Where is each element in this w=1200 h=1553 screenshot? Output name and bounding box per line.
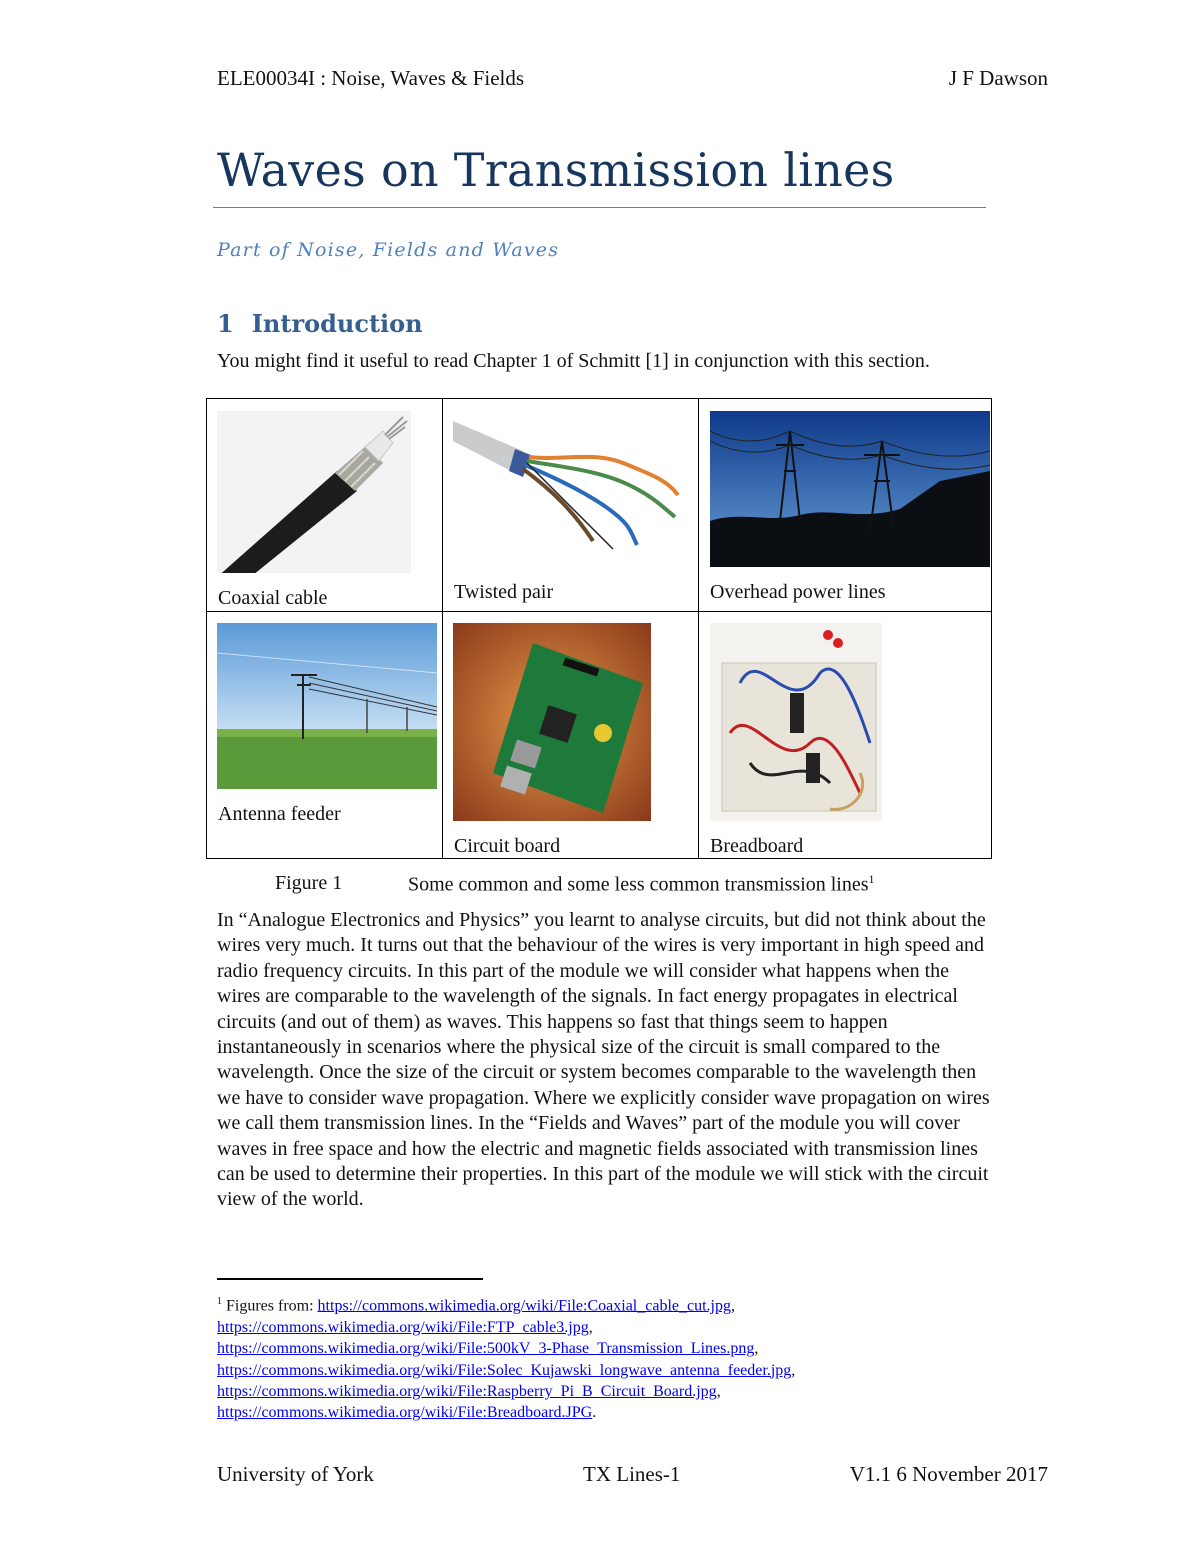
table-column-divider [698,399,699,858]
section-title: Introduction [251,309,423,338]
footnote-line [217,1338,997,1359]
figure-caption-circuit-board: Circuit board [454,835,561,857]
footnote-link[interactable]: https://commons.wikimedia.org/wiki/File:Breadboard.JPG [217,1404,593,1422]
figure-caption-coaxial: Coaxial cable [218,587,328,609]
running-header-author: J F Dawson [948,66,1048,90]
footer-version: V1.1 6 November 2017 [849,1462,1048,1486]
figure-caption-twisted-pair: Twisted pair [454,581,554,603]
breadboard-photo [710,623,882,821]
section-heading [217,309,423,338]
footnote-separator-comma: , [716,1382,721,1400]
footnote-separator-comma: , [588,1318,593,1336]
figure-caption-text: Some common and some less common transmission lines [408,873,869,896]
title-divider [213,207,986,208]
footnote-marker: 1 [217,1296,222,1307]
footnote-terminator: . [592,1404,597,1422]
page-title: Waves on Transmission lines [217,143,895,197]
footnote-separator [217,1278,483,1280]
footnote-line [217,1381,997,1402]
footnote-link[interactable]: https://commons.wikimedia.org/wiki/File:FTP_cable3.jpg [217,1318,589,1336]
figure-caption-antenna-feeder: Antenna feeder [218,803,341,825]
circuit-board-photo [453,623,651,821]
footnote-prefix: Figures from: [226,1297,314,1315]
footnote-line [217,1291,997,1317]
footnote-separator-comma: , [754,1340,759,1358]
footer-institution: University of York [217,1462,374,1486]
section-number: 1 [217,309,234,338]
figure-table [206,398,992,859]
footnote-link[interactable]: https://commons.wikimedia.org/wiki/File:Coaxial_cable_cut.jpg [317,1297,731,1315]
footnote-separator-comma: , [730,1297,735,1315]
figure-caption-power-lines: Overhead power lines [710,581,886,603]
coaxial-cable-photo [217,411,411,573]
antenna-feeder-photo [217,623,437,789]
footnote-line [217,1360,997,1381]
footnote-link[interactable]: https://commons.wikimedia.org/wiki/File:Solec_Kujawski_longwave_antenna_feeder.jpg [217,1361,792,1379]
footnote-reference[interactable]: 1 [868,872,875,886]
figure-caption-breadboard: Breadboard [710,835,804,857]
footnote [217,1291,997,1424]
table-row-divider [207,611,991,612]
page-subtitle: Part of Noise, Fields and Waves [217,239,560,261]
figure-caption [408,872,875,897]
footnote-separator-comma: , [791,1361,796,1379]
footnote-link[interactable]: https://commons.wikimedia.org/wiki/File:Raspberry_Pi_B_Circuit_Board.jpg [217,1382,717,1400]
twisted-pair-photo [453,411,683,553]
footnote-line [217,1402,997,1423]
figure-label: Figure 1 [275,872,343,894]
running-header-course: ELE00034I : Noise, Waves & Fields [217,66,525,90]
footnote-link[interactable]: https://commons.wikimedia.org/wiki/File:500kV_3-Phase_Transmission_Lines.png [217,1340,755,1358]
footnote-line [217,1317,997,1338]
intro-paragraph: You might find it useful to read Chapter 1 of Schmitt [1] in conjunction with this section. [217,350,930,372]
power-lines-photo [710,411,990,567]
body-paragraph: In “Analogue Electronics and Physics” you learnt to analyse circuits, but did not think about the wires very much. It turns out that the behaviour of the wires is very important in high speed and radio frequency circuits. In this part of the module we will consider what happens when the wires are comparable to the wavelength of the signals. In fact energy propagates in electrical circuits (and out of them) as waves. This happens so fast that things seem to happen instantaneously in scenarios where the physical size of the circuit is small compared to the wavelength. Once the size of the circuit or system becomes comparable to the wavelength then we have to consider wave propagation. Where we explicitly consider wave propagation on wires we call them transmission lines. In the “Fields and Waves” part of the module you will cover waves in free space and how the electric and magnetic fields associated with transmission lines can be used to determine their properties. In this part of the module we will stick with the circuit view of the world. [217,909,990,1211]
table-column-divider [442,399,443,858]
footer-page-number: TX Lines-1 [583,1462,681,1486]
